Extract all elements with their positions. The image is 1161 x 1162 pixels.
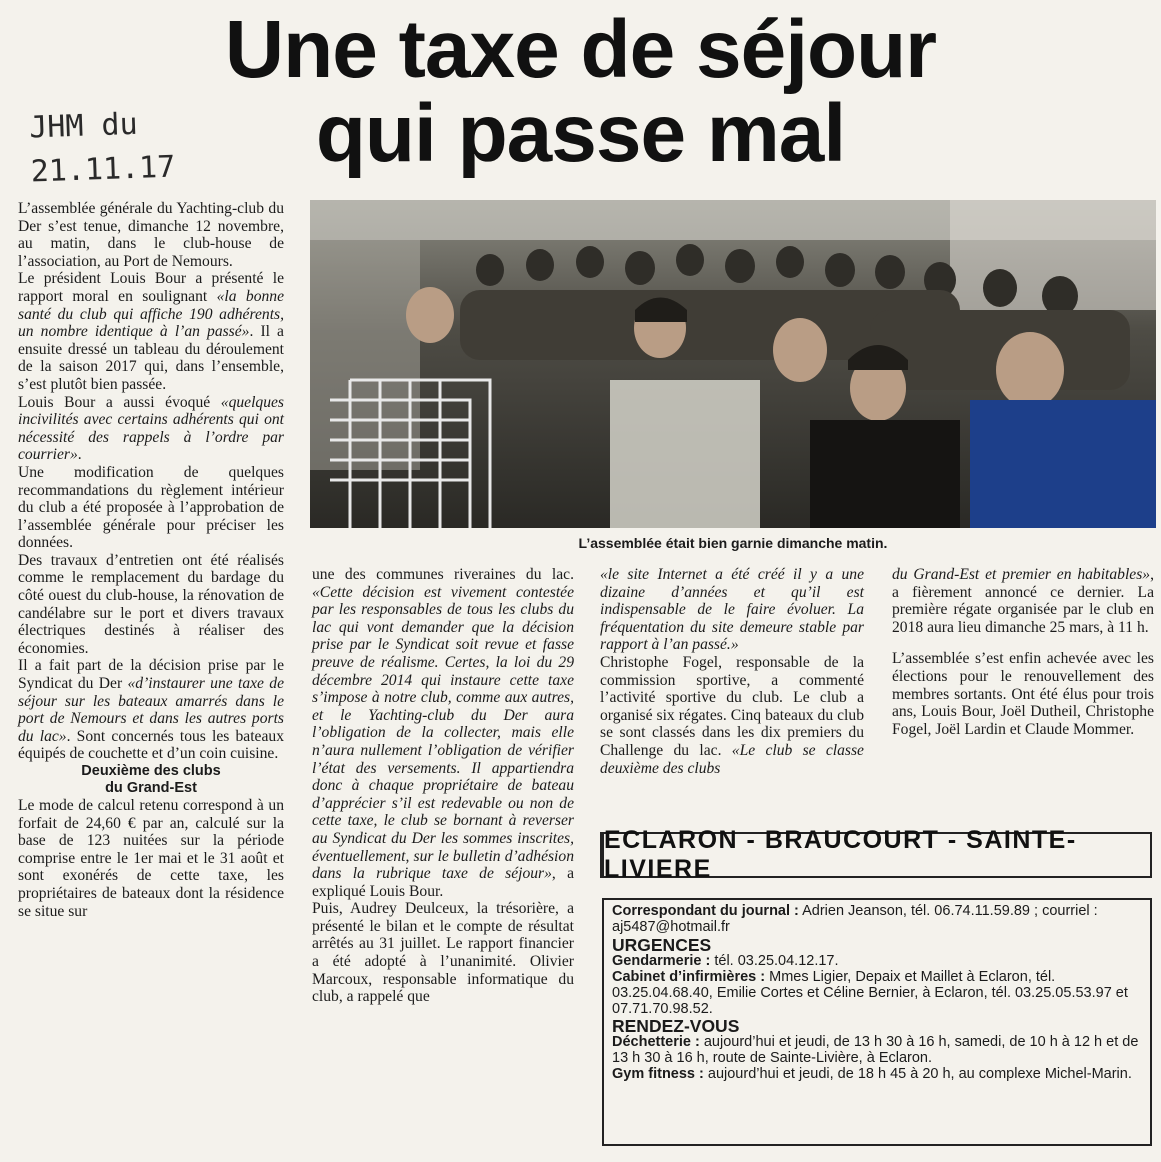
paragraph: Des travaux d’entretien ont été réalisés comme le remplacement du bardage du côté ouest du club-house, la rénovation de candélabre sur le port et divers travaux électriques destinés à réaliser des économies. <box>18 551 284 657</box>
paragraph: Christophe Fogel, responsable de la commission sportive, a commenté l’activité sportive du club. Le club a organisé six régates. Cinq bateaux du club se sont classés dans les dix premiers du Challenge du lac. «Le club se classe deuxième des clubs <box>600 653 864 777</box>
rendez-vous-heading: RENDEZ-VOUS <box>612 1016 740 1037</box>
paragraph: Une modification de quelques recommandations du règlement intérieur du club a été proposée à l’approbation de l’assemblée générale pour préciser les données. <box>18 463 284 552</box>
paragraph: «le site Internet a été créé il y a une dizaine d’années et qu’il est indispensable de le faire évoluer. La fréquentation du site demeure stable par rapport à l’an passé.» <box>600 566 864 654</box>
article-column-3 <box>600 566 864 777</box>
photo-caption: L’assemblée était bien garnie dimanche matin. <box>578 535 888 551</box>
headline-line-2: qui passe mal <box>315 88 846 179</box>
gym-info: Gym fitness : aujourd’hui et jeudi, de 18 h 45 à 20 h, au complexe Michel-Marin. <box>612 1066 1132 1083</box>
paragraph: une des communes riveraines du lac. «Cette décision est vivement contestée par les responsables de tous les clubs du lac qui vont demander que la décision prise par le Syndicat soit revue et fasse preuve de réalisme. Certes, la loi du 29 décembre 2014 qui instaure cette taxe s’impose à notre club, comme aux autres, et le Yachting-club du Der aura l’obligation de la collecter, mais elle n’aura nullement l’obligation de vérifier l’état des versements. Il appartiendra donc à chaque propriétaire de bateau d’apprécier s’il est redevable ou non de cette taxe, le club se bornant à reverser au Syndicat du Der les sommes inscrites, éventuellement, sur le bulletin d’adhésion dans la rubrique taxe de séjour», a expliqué Louis Bour. <box>312 566 574 900</box>
assembly-photo <box>310 200 1156 528</box>
photo-illustration <box>310 200 1156 528</box>
article-column-4 <box>892 566 1154 738</box>
headline-line-1: Une taxe de séjour <box>224 4 937 95</box>
paragraph: Le mode de calcul retenu correspond à un forfait de 24,60 € par an, calculé sur la base de 123 nuitées sur la période comprise entre le 1er mai et le 31 août et sont exonérés de cette taxe, les propriétaires de bateaux dont la résidence se situe sur <box>18 797 284 920</box>
handwritten-line-1: JHM du <box>28 106 139 146</box>
article-column-1 <box>18 200 284 920</box>
gendarmerie-info: Gendarmerie : tél. 03.25.04.12.17. <box>612 952 839 969</box>
paragraph: Puis, Audrey Deulceux, la trésorière, a présenté le bilan et le compte de résultat arrêtés au 31 juillet. Le rapport financier a été adopté à l’unanimité. Olivier Marcoux, responsable informatique du club, a rappelé que <box>312 900 574 1006</box>
paragraph: Il a fait part de la décision prise par le Syndicat du Der «d’instaurer une taxe de séjour sur les bateaux amarrés dans le port de Nemours et dans les autres ports du lac». Sont concernés tous les bateaux équipés de couchette et d’un coin cuisine. <box>18 657 284 763</box>
dechetterie-info: Déchetterie : aujourd’hui et jeudi, de 13 h 30 à 16 h, samedi, de 10 h à 12 h et de 13 h 30 à 16 h, route de Sainte-Livière, à Eclaron. <box>612 1034 1139 1067</box>
nurses-info: Cabinet d’infirmières : Mmes Ligier, Depaix et Maillet à Eclaron, tél. 03.25.04.68.40, Emilie Cortes et Céline Bernier, à Eclaron, tél. 03.25.05.53.97 et 07.71.70.98.52. <box>612 968 1128 1017</box>
paragraph: L’assemblée générale du Yachting-club du Der s’est tenue, dimanche 12 novembre, au matin, dans le club-house de l’association, au Port de Nemours. <box>18 200 284 270</box>
handwritten-line-2: 21.11.17 <box>30 149 176 190</box>
section-subheading: Deuxième des clubs du Grand-Est <box>81 763 221 796</box>
local-section-banner: ECLARON - BRAUCOURT - SAINTE-LIVIERE <box>600 832 1152 878</box>
article-column-2 <box>312 566 574 1006</box>
paragraph: L’assemblée s’est enfin achevée avec les élections pour le renouvellement des membres sortants. Ont été élus pour trois ans, Louis Bour, Joël Dutheil, Christophe Fogel, Joël Lardin et Claude Mommer. <box>892 650 1154 738</box>
handwritten-date-note <box>29 102 176 195</box>
paragraph: Le président Louis Bour a présenté le rapport moral en soulignant «la bonne santé du club qui affiche 190 adhérents, un nombre identique à l’an passé». Il a ensuite dressé un tableau du déroulement de la saison 2017 qui, dans l’ensemble, s’est plutôt bien passée. <box>18 270 285 393</box>
paragraph: du Grand-Est et premier en habitables», a fièrement annoncé ce dernier. La première régate organisée par le club en 2018 aura lieu dimanche 25 mars, à 11 h. <box>892 566 1154 636</box>
local-info-box <box>602 898 1152 1146</box>
correspondent-info: Correspondant du journal : Adrien Jeanson, tél. 06.74.11.59.89 ; courriel : aj5487@hotmail.fr <box>612 903 1098 935</box>
paragraph: Louis Bour a aussi évoqué «quelques incivilités avec certains adhérents qui ont nécessité des rappels à l’ordre par courrier». <box>18 393 284 464</box>
urgences-heading: URGENCES <box>612 934 712 955</box>
